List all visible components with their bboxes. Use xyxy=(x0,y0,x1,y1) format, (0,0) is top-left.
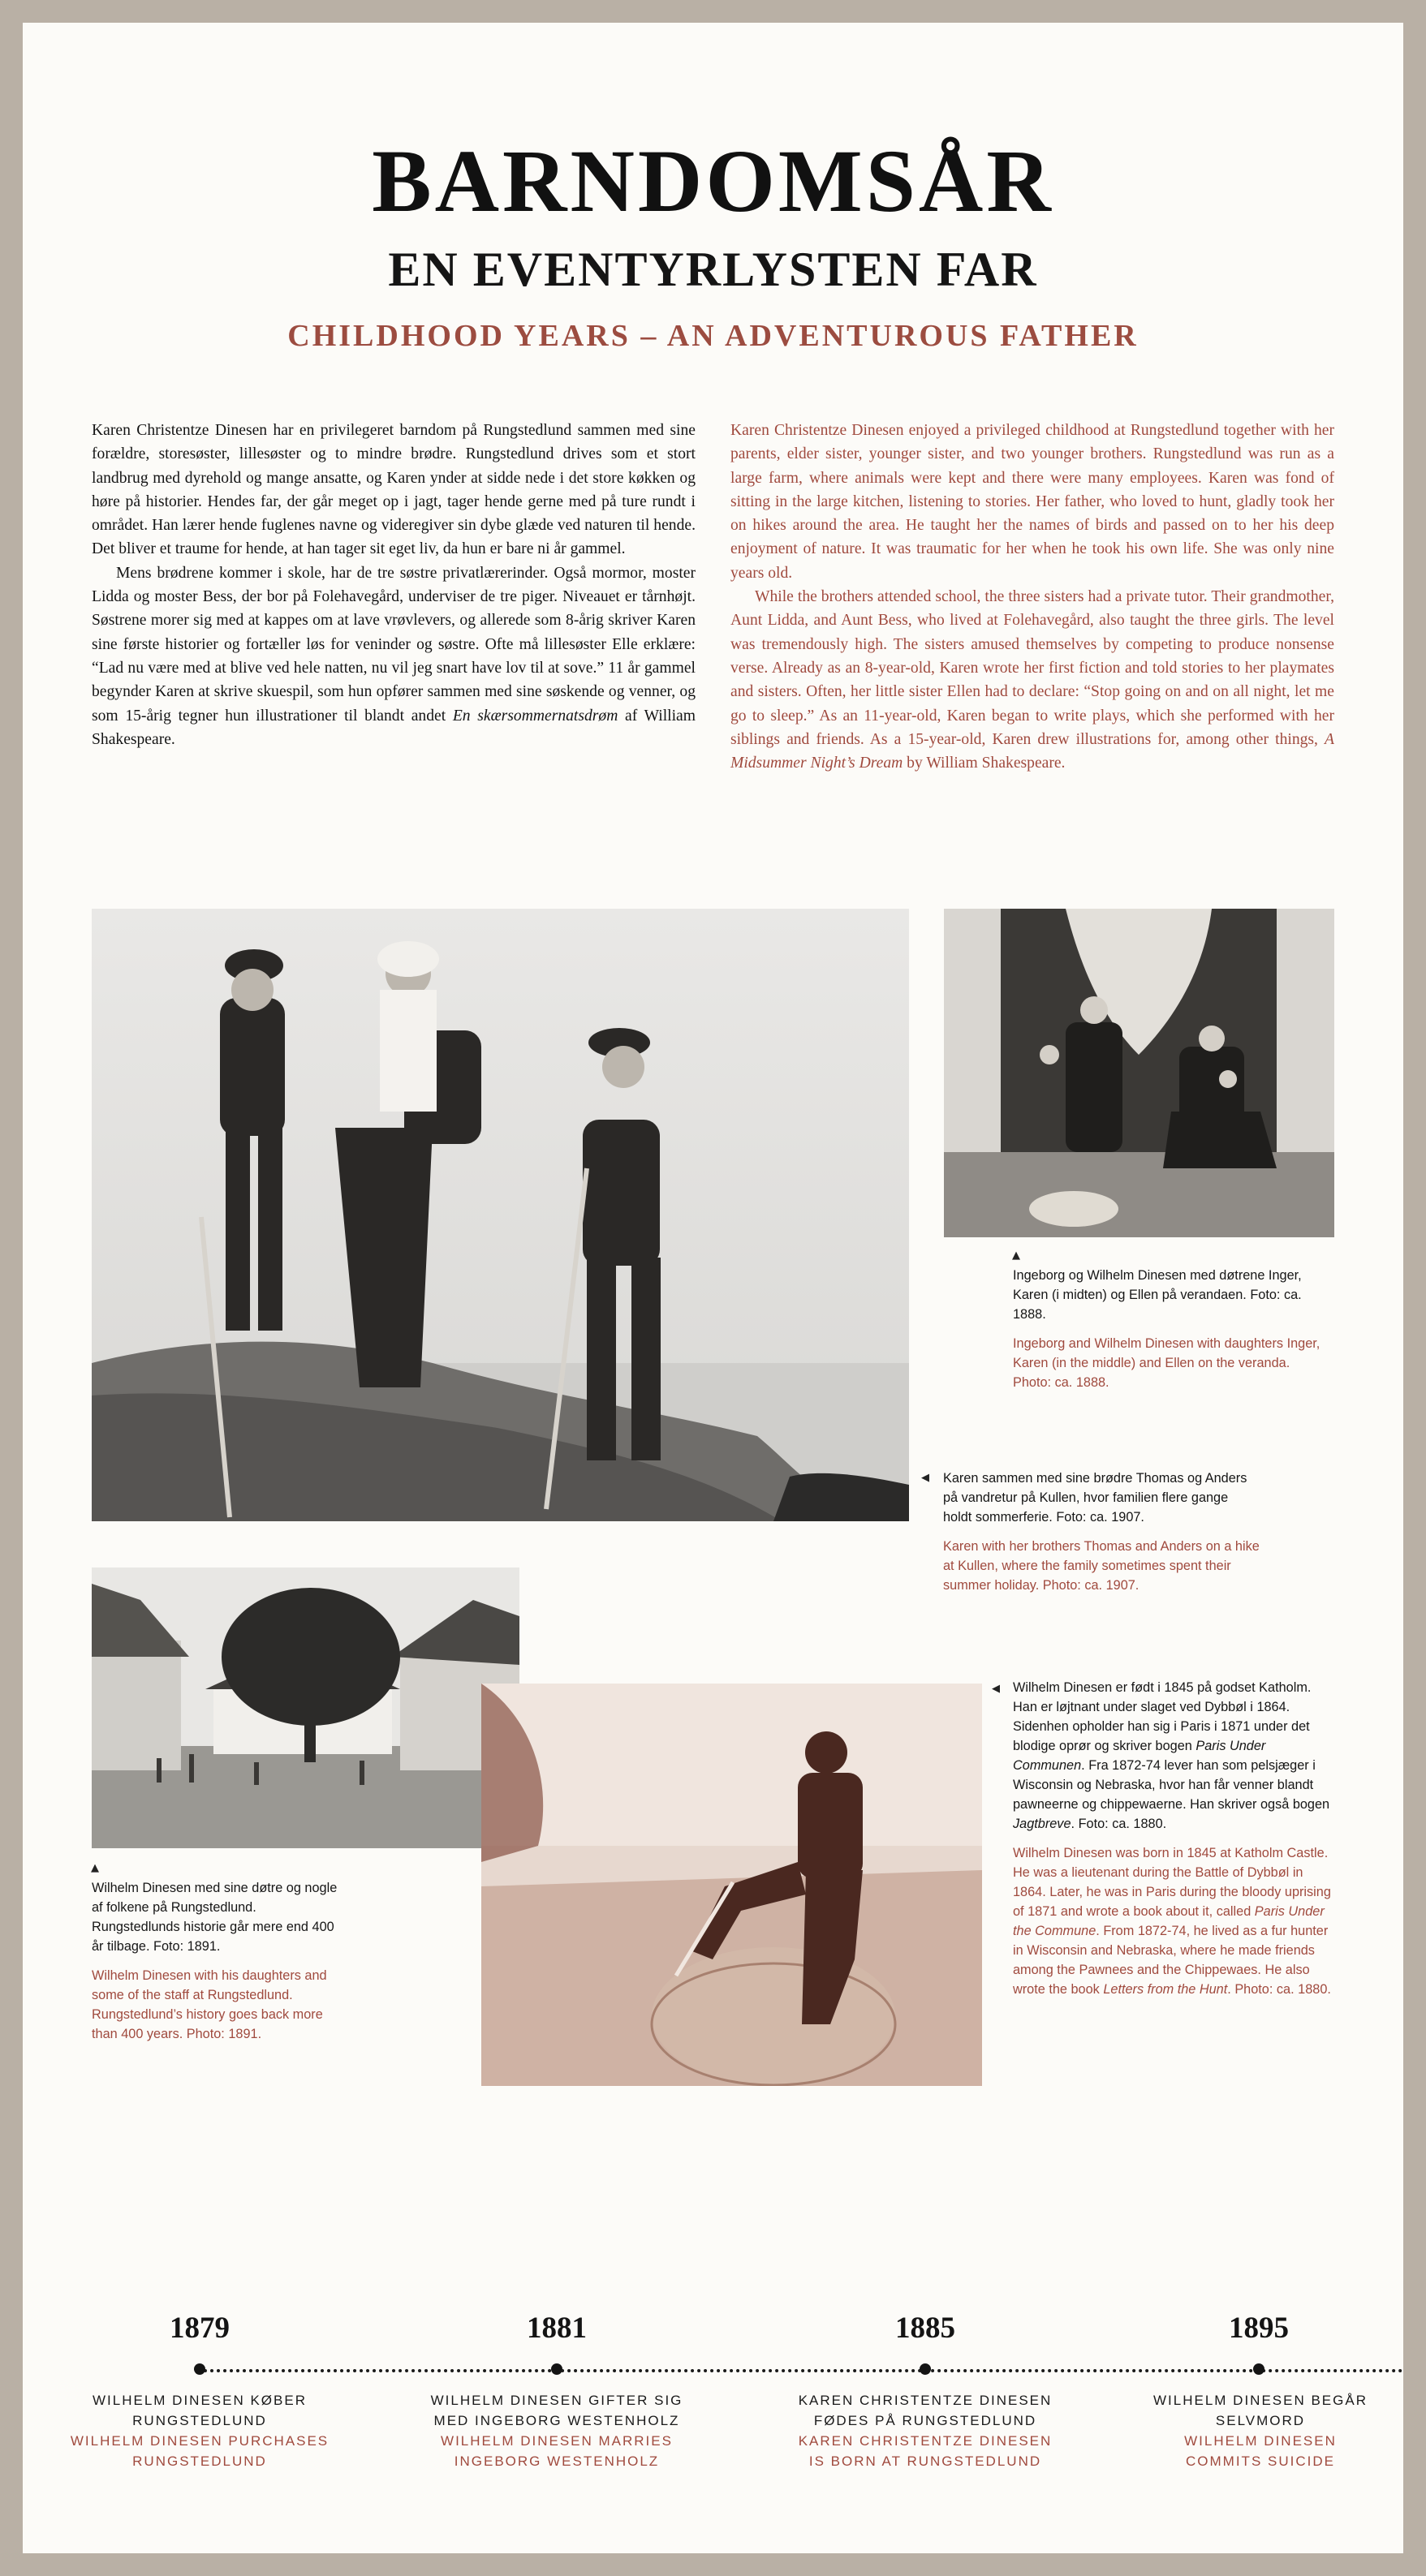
caption-wilhelm-da-b: . Fra 1872-74 lever han som pelsjæger i Wisconsin og Nebraska, hvor han får venner blandt pawneerne og chippewaerne. Han skriver også bogen xyxy=(1013,1758,1330,1812)
caption-wilhelm-en-a: Wilhelm Dinesen was born in 1845 at Katholm Castle. He was a lieutenant during the Battle of Dybbøl in 1864. Later, he was in Paris during the bloody uprising of 1871 and wrote a book about it, called xyxy=(1013,1846,1331,1919)
timeline-event-da: KAREN CHRISTENTZE DINESEN FØDES PÅ RUNGSTEDLUND xyxy=(798,2393,1053,2428)
photo-kullen-hike xyxy=(92,909,909,1521)
timeline-event-1885 xyxy=(791,2390,1059,2471)
timeline-event-1881 xyxy=(423,2390,691,2471)
caption-wilhelm-en xyxy=(1013,1843,1338,1999)
triangle-up-icon: ▲ xyxy=(91,1862,99,1874)
triangle-left-icon: ◀ xyxy=(921,1472,929,1484)
caption-farm-en: Wilhelm Dinesen with his daughters and some of the staff at Rungstedlund. Rungstedlund’s history goes back more than 400 years. Photo: 1891. xyxy=(92,1968,327,2041)
caption-wilhelm-en-title-2: Letters from the Hunt xyxy=(1103,1982,1228,1997)
english-paragraph-2-a: While the brothers attended school, the three sisters had a private tutor. Their grandmother, Aunt Lidda, and Aunt Bess, who lived at Folehavegård, also taught the three girls. The level was tremendously high. The sisters amused themselves by competing to produce nonsense verse. Already as an 8-year-old, Karen wrote her first fiction and told stories to her playmates and sisters. Often, her little sister Ellen had to declare: “Stop going on and on all night, let me go to sleep.” As an 11-year-old, Karen began to write plays, which she performed with her siblings and friends. As a 15-year-old, Karen drew illustrations for, among other things, xyxy=(730,588,1334,748)
timeline-dot xyxy=(1253,2363,1264,2375)
english-book-title: A Midsummer Night’s Dream xyxy=(730,730,1334,772)
timeline-year-1885: 1885 xyxy=(895,2312,955,2345)
english-body-text xyxy=(730,419,1334,775)
timeline-event-da: WILHELM DINESEN KØBER RUNGSTEDLUND xyxy=(93,2393,307,2428)
caption-veranda-en: Ingeborg and Wilhelm Dinesen with daughters Inger, Karen (in the middle) and Ellen on the veranda. Photo: ca. 1888. xyxy=(1013,1336,1320,1390)
caption-wilhelm-da-title-1: Paris Under Communen xyxy=(1013,1739,1266,1773)
triangle-up-icon: ▲ xyxy=(1012,1249,1020,1262)
danish-paragraph-1: Karen Christentze Dinesen har en privilegeret barndom på Rungstedlund sammen med sine forældre, storesøster, lillesøster og to mindre brødre. Rungstedlund drives som et stort landbrug med dyrehold og mange ansatte, og Karen ynder at sidde nede i det store køkken og høre på historier. Hendes far, der går meget op i jagt, tager hende gerne med på ture rundt i området. Han lærer hende fuglenes navne og videregiver sin dybe glæde ved naturen til hende. Det bliver et traume for hende, at han tager sit eget liv, da hun er bare ni år gammel. xyxy=(92,422,696,558)
caption-wilhelm-en-c: . Photo: ca. 1880. xyxy=(1227,1982,1331,1997)
timeline-event-en: WILHELM DINESEN PURCHASES RUNGSTEDLUND xyxy=(70,2433,330,2469)
caption-kullen xyxy=(943,1469,1260,1595)
timeline-event-1879 xyxy=(66,2390,334,2471)
caption-wilhelm-da-c: . Foto: ca. 1880. xyxy=(1071,1817,1167,1831)
timeline-line xyxy=(197,2369,1403,2372)
timeline-dot xyxy=(194,2363,205,2375)
caption-wilhelm-da-a: Wilhelm Dinesen er født i 1845 på godset Katholm. Han er løjtnant under slaget ved Dybbøl i 1864. Sidenhen opholder han sig i Paris i 1871 under det blodige oprør og skriver bogen xyxy=(1013,1680,1312,1753)
caption-wilhelm-da-title-2: Jagtbreve xyxy=(1013,1817,1071,1831)
english-paragraph-2-b: by William Shakespeare. xyxy=(903,755,1066,772)
caption-wilhelm xyxy=(1013,1678,1338,1999)
photo-rungstedlund-farm xyxy=(92,1568,519,1848)
timeline-year-1881: 1881 xyxy=(527,2312,587,2345)
caption-farm-da: Wilhelm Dinesen med sine døtre og nogle af folkene på Rungstedlund. Rungstedlunds historie går mere end 400 år tilbage. Foto: 1891. xyxy=(92,1881,338,1954)
timeline-event-da: WILHELM DINESEN BEGÅR SELVMORD xyxy=(1153,2393,1368,2428)
danish-paragraph-2-a: Mens brødrene kommer i skole, har de tre søstre privatlærerinder. Også mormor, moster Lidda og moster Bess, der bor på Folehavegård, underviser de tre piger. Niveauet er tårnhøjt. Søstrene morer sig med at kappes om at lave vrøvlevers, og allerede som 8-årig skriver Karen sine første historier og fortæller løs for veninder og søstre. Ofte må lillesøster Elle erklære: “Lad nu være med at blive ved hele natten, nu vil jeg snart have lov til at sove.” 11 år gammel begynder Karen at skrive skuespil, som hun opfører sammen med sine søskende og venner, og som 15-årig tegner hun illustrationer til blandt andet xyxy=(92,564,696,725)
caption-kullen-da: Karen sammen med sine brødre Thomas og Anders på vandretur på Kullen, hvor familien flere gange holdt sommerferie. Foto: ca. 1907. xyxy=(943,1471,1247,1525)
page-subtitle: EN EVENTYRLYSTEN FAR xyxy=(388,243,1038,296)
timeline-dot xyxy=(551,2363,562,2375)
english-paragraph-1: Karen Christentze Dinesen enjoyed a privileged childhood at Rungstedlund together with her parents, elder sister, younger sister, and two younger brothers. Rungstedlund was run as a large farm, where animals were kept and there were many employees. Karen was fond of sitting in the large kitchen, listening to stories. Her father, who loved to hunt, gladly took her on hikes around the area. He taught her the names of birds and passed on to her his deep enjoyment of nature. It was traumatic for her when he took his own life. She was only nine years old. xyxy=(730,422,1334,582)
caption-wilhelm-da xyxy=(1013,1678,1338,1834)
caption-kullen-en: Karen with her brothers Thomas and Anders on a hike at Kullen, where the family sometimes spent their summer holiday. Photo: ca. 1907. xyxy=(943,1539,1260,1593)
danish-paragraph-2 xyxy=(92,561,696,751)
caption-wilhelm-en-b: . From 1872-74, he lived as a fur hunter in Wisconsin and Nebraska, where he made friends among the Pawnees and the Chippewaes. He also wrote the book xyxy=(1013,1924,1329,1997)
timeline-event-en: WILHELM DINESEN MARRIES INGEBORG WESTENHOLZ xyxy=(441,2433,673,2469)
danish-paragraph-2-b: af William Shakespeare. xyxy=(92,707,696,748)
timeline-year-1895: 1895 xyxy=(1229,2312,1289,2345)
photo-wilhelm-dinesen xyxy=(481,1684,982,2086)
caption-veranda xyxy=(1013,1266,1325,1392)
timeline-event-en: WILHELM DINESEN COMMITS SUICIDE xyxy=(1184,2433,1337,2469)
triangle-left-icon: ◀ xyxy=(992,1683,1000,1695)
caption-farm xyxy=(92,1878,343,2044)
timeline-event-en: KAREN CHRISTENTZE DINESEN IS BORN AT RUNGSTEDLUND xyxy=(798,2433,1053,2469)
timeline-event-1895 xyxy=(1151,2390,1370,2471)
caption-wilhelm-en-title-1: Paris Under the Commune xyxy=(1013,1904,1325,1938)
english-paragraph-2 xyxy=(730,585,1334,775)
caption-veranda-da: Ingeborg og Wilhelm Dinesen med døtrene Inger, Karen (i midten) og Ellen på verandaen. Foto: ca. 1888. xyxy=(1013,1268,1302,1322)
photo-veranda xyxy=(944,909,1334,1237)
timeline-year-1879: 1879 xyxy=(170,2312,230,2345)
timeline-dot xyxy=(920,2363,931,2375)
danish-book-title: En skærsommernatsdrøm xyxy=(452,707,618,725)
danish-body-text xyxy=(92,419,696,751)
timeline-event-da: WILHELM DINESEN GIFTER SIG MED INGEBORG WESTENHOLZ xyxy=(430,2393,683,2428)
page-title: BARNDOMSÅR xyxy=(372,131,1054,230)
english-title: CHILDHOOD YEARS – AN ADVENTUROUS FATHER xyxy=(287,319,1139,353)
